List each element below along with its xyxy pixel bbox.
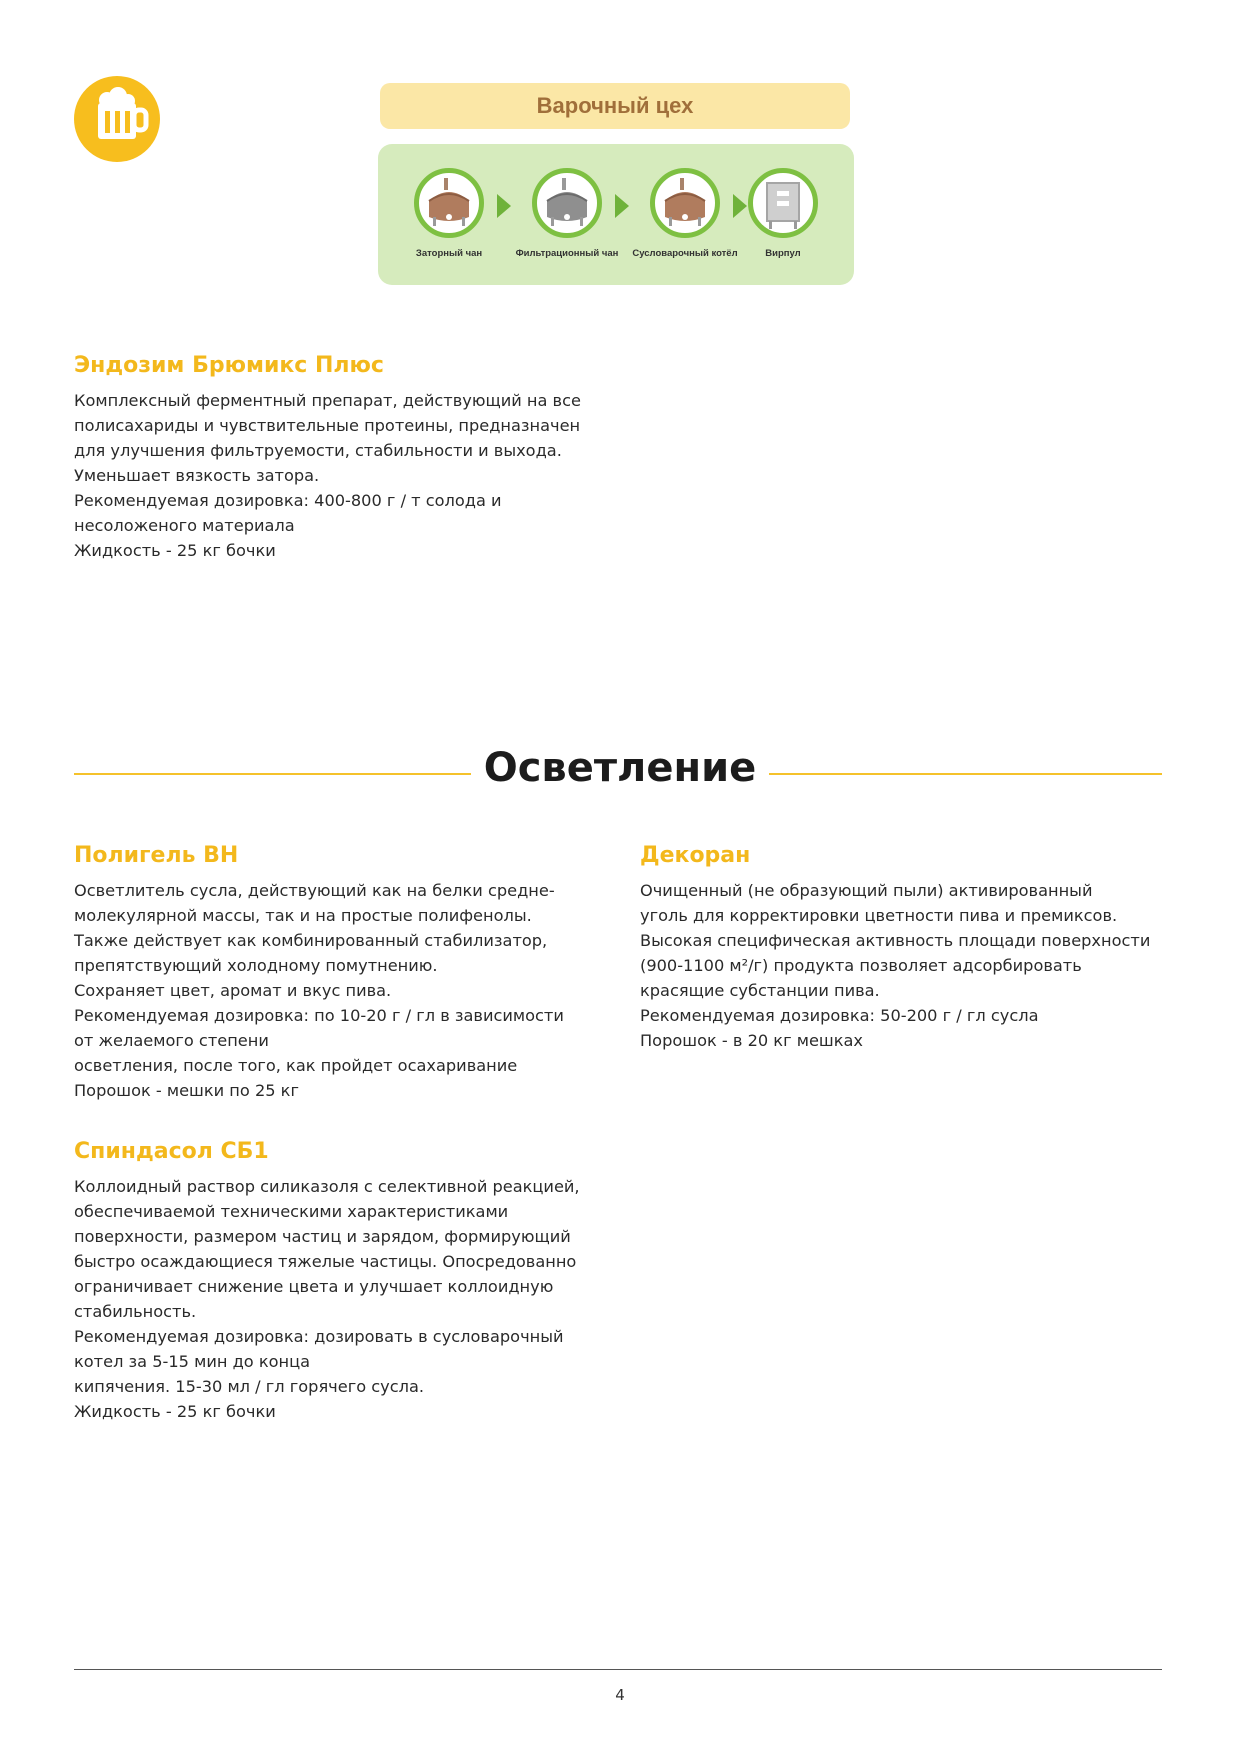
description-line: уголь для корректировки цветности пива и премиксов. (640, 906, 1118, 925)
product-title: Эндозим Брюмикс Плюс (74, 353, 384, 378)
description-line: полисахариды и чувствительные протеины, предназначен (74, 416, 581, 435)
description-line: Рекомендуемая дозировка: 400-800 г / т солода и (74, 491, 502, 510)
description-line: Очищенный (не образующий пыли) активированный (640, 881, 1093, 900)
product-description (74, 878, 564, 1103)
page-number: 4 (615, 1686, 625, 1704)
process-step-label: Сусловарочный котёл (632, 248, 738, 259)
description-line: ограничивает снижение цвета и улучшает коллоидную (74, 1277, 554, 1296)
description-line: Высокая специфическая активность площади поверхности (640, 931, 1151, 950)
description-line: Уменьшает вязкость затора. (74, 466, 320, 485)
description-line: от желаемого степени (74, 1031, 269, 1050)
description-line: Осветлитель сусла, действующий как на белки средне- (74, 881, 555, 900)
process-step-lauter-tun (502, 168, 632, 259)
product-title: Декоран (640, 843, 751, 868)
description-line: котел за 5-15 мин до конца (74, 1352, 311, 1371)
description-line: молекулярной массы, так и на простые полифенолы. (74, 906, 532, 925)
description-line: Комплексный ферментный препарат, действующий на все (74, 391, 581, 410)
description-line: стабильность. (74, 1302, 197, 1321)
product-description (640, 878, 1150, 1053)
beer-mug-icon (74, 76, 160, 162)
product-description (74, 388, 581, 563)
description-line: кипячения. 15-30 мл / гл горячего сусла. (74, 1377, 425, 1396)
description-line: Рекомендуемая дозировка: по 10-20 г / гл в зависимости (74, 1006, 564, 1025)
brewhouse-process-diagram (378, 144, 854, 285)
process-step-label: Вирпул (765, 248, 801, 259)
product-polygel (74, 843, 564, 1103)
description-line: препятствующий холодному помутнению. (74, 956, 438, 975)
mash-tun-icon (414, 168, 484, 238)
description-line: Жидкость - 25 кг бочки (74, 1402, 276, 1421)
product-spindasol (74, 1139, 580, 1424)
description-line: Рекомендуемая дозировка: 50-200 г / гл сусла (640, 1006, 1039, 1025)
description-line: осветления, после того, как пройдет осахаривание (74, 1056, 518, 1075)
description-line: (900-1100 м²/г) продукта позволяет адсорбировать (640, 956, 1082, 975)
description-line: для улучшения фильтруемости, стабильности и выхода. (74, 441, 562, 460)
lauter-tun-icon (532, 168, 602, 238)
product-description (74, 1174, 580, 1424)
process-step-whirlpool (718, 168, 848, 259)
description-line: Также действует как комбинированный стабилизатор, (74, 931, 548, 950)
process-step-label: Фильтрационный чан (515, 248, 619, 259)
description-line: поверхности, размером частиц и зарядом, формирующий (74, 1227, 571, 1246)
description-line: Рекомендуемая дозировка: дозировать в сусловарочный (74, 1327, 564, 1346)
section-divider-right (769, 773, 1162, 775)
section-title: Осветление (483, 745, 757, 791)
description-line: обеспечиваемой техническими характеристиками (74, 1202, 509, 1221)
description-line: быстро осаждающиеся тяжелые частицы. Опосредованно (74, 1252, 577, 1271)
product-endozym (74, 353, 581, 563)
section-banner: Варочный цех (380, 83, 850, 129)
description-line: Порошок - в 20 кг мешках (640, 1031, 863, 1050)
description-line: красящие субстанции пива. (640, 981, 880, 1000)
product-title: Полигель ВН (74, 843, 239, 868)
product-title: Спиндасол СБ1 (74, 1139, 269, 1164)
process-step-label: Заторный чан (415, 248, 483, 259)
whirlpool-icon (748, 168, 818, 238)
description-line: Порошок - мешки по 25 кг (74, 1081, 299, 1100)
description-line: Жидкость - 25 кг бочки (74, 541, 276, 560)
description-line: Сохраняет цвет, аромат и вкус пива. (74, 981, 392, 1000)
description-line: Коллоидный раствор силиказоля с селективной реакцией, (74, 1177, 580, 1196)
description-line: несоложеного материала (74, 516, 295, 535)
footer-divider (74, 1669, 1162, 1670)
wort-kettle-icon (650, 168, 720, 238)
section-divider-left (74, 773, 471, 775)
beer-mug-logo (74, 76, 160, 162)
product-decoran (640, 843, 1150, 1053)
process-step-mash-tun (384, 168, 514, 259)
